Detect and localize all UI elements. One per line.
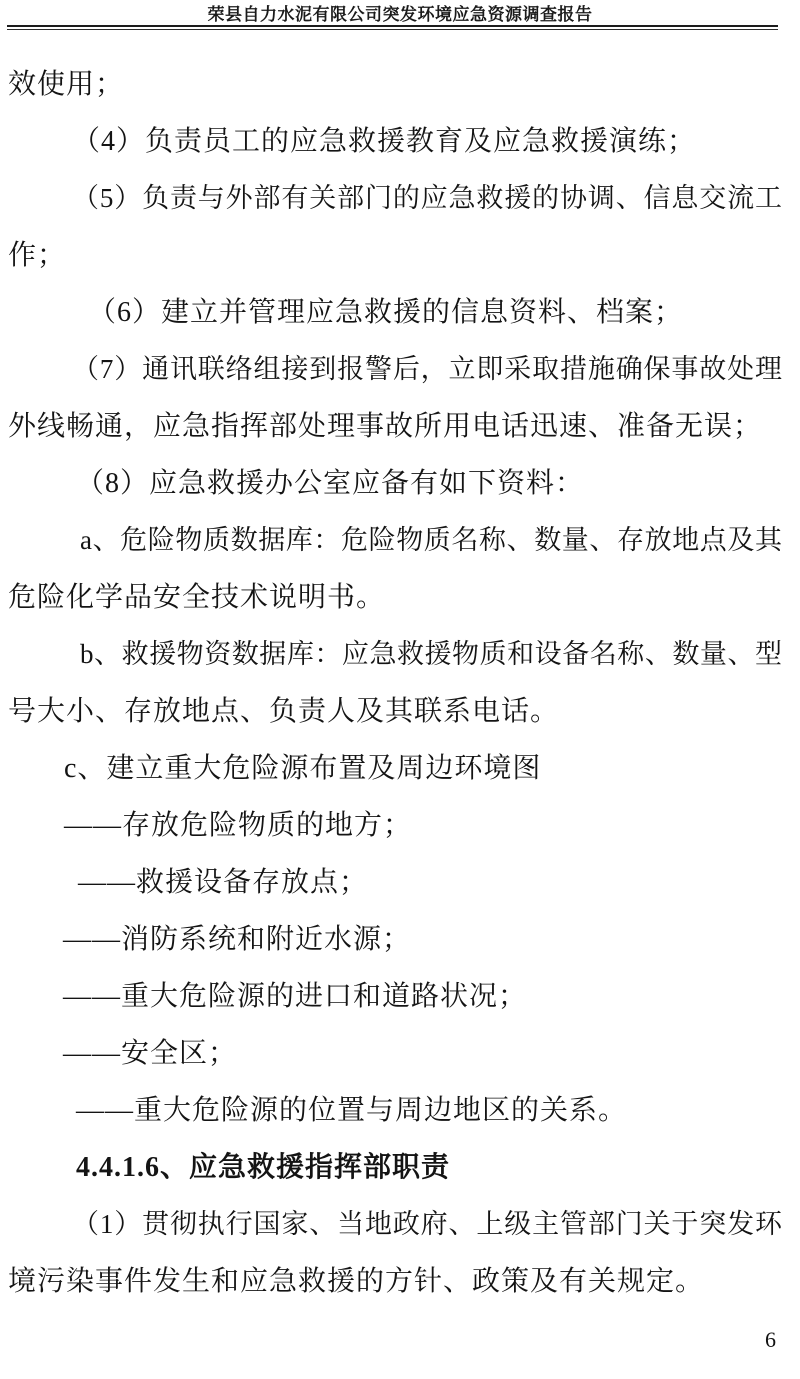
header-rule-thick xyxy=(7,25,778,27)
text-line: （5）负责与外部有关部门的应急救援的协调、信息交流工 xyxy=(72,183,782,213)
text-line: （6）建立并管理应急救援的信息资料、档案； xyxy=(88,297,684,328)
text-line: ——重大危险源的位置与周边地区的关系。 xyxy=(76,1095,628,1126)
text-line: ——消防系统和附近水源； xyxy=(63,924,412,955)
text-line: ——重大危险源的进口和道路状况； xyxy=(63,981,528,1012)
text-line: 作； xyxy=(8,240,67,271)
header-rule-thin xyxy=(7,29,778,30)
text-line: 效使用； xyxy=(8,69,125,100)
text-line: 境污染事件发生和应急救援的方针、政策及有关规定。 xyxy=(8,1266,705,1297)
section-heading: 4.4.1.6、应急救援指挥部职责 xyxy=(76,1152,451,1183)
text-line: a、危险物质数据库：危险物质名称、数量、存放地点及其 xyxy=(80,525,782,555)
text-line: ——安全区； xyxy=(63,1038,238,1069)
page-number: 6 xyxy=(765,1327,776,1352)
text-line: （8）应急救援办公室应备有如下资料： xyxy=(76,468,585,499)
text-line: （7）通讯联络组接到报警后，立即采取措施确保事故处理 xyxy=(72,354,782,384)
text-line: b、救援物资数据库：应急救援物质和设备名称、数量、型 xyxy=(80,639,782,669)
text-line: 外线畅通，应急指挥部处理事故所用电话迅速、准备无误； xyxy=(8,411,763,442)
text-line: ——存放危险物质的地方； xyxy=(64,810,413,841)
text-line: 危险化学品安全技术说明书。 xyxy=(8,582,386,613)
text-line: （4）负责员工的应急救援教育及应急救援演练； xyxy=(72,126,697,157)
header-title: 荣县自力水泥有限公司突发环境应急资源调查报告 xyxy=(207,5,593,24)
text-line: c、建立重大危险源布置及周边环境图 xyxy=(64,753,542,784)
text-line: ——救援设备存放点； xyxy=(78,867,369,898)
text-line: 号大小、存放地点、负责人及其联系电话。 xyxy=(8,696,560,727)
document-body xyxy=(0,56,800,1310)
text-line: （1）贯彻执行国家、当地政府、上级主管部门关于突发环 xyxy=(72,1209,782,1239)
document-header xyxy=(0,0,800,30)
